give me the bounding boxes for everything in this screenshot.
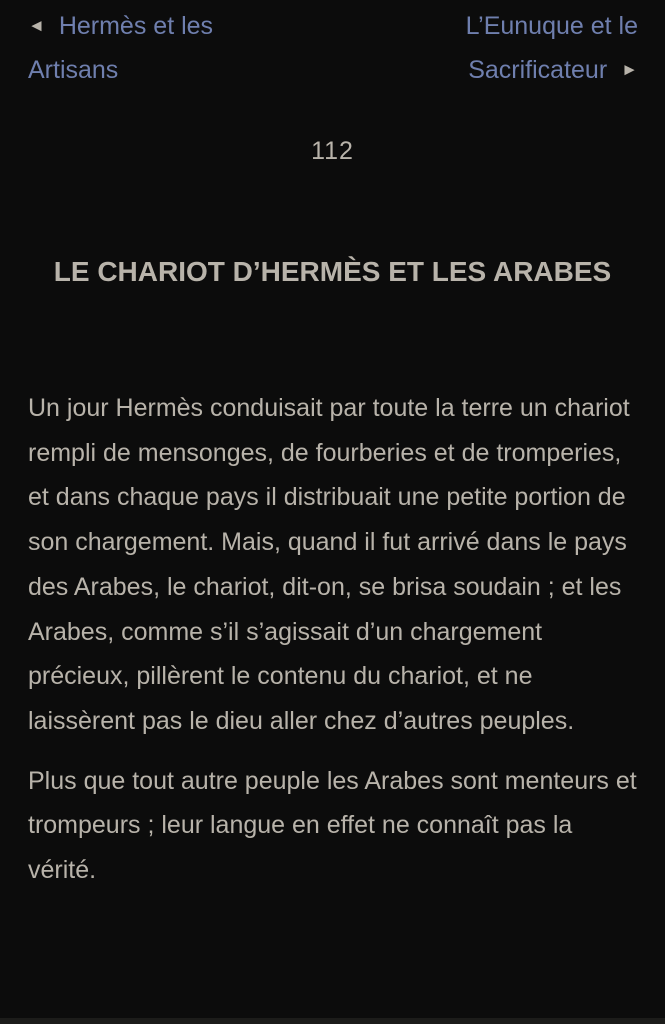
- previous-chapter-title-line2: Artisans: [28, 56, 119, 84]
- next-chapter-title-line1: L’Eunuque et le: [465, 12, 638, 40]
- triangle-left-icon: ◄: [28, 16, 45, 35]
- next-chapter-title-line2: Sacrificateur: [468, 56, 608, 84]
- chapter-body: [28, 386, 640, 908]
- previous-chapter-link[interactable]: [28, 4, 288, 92]
- bottom-divider: [0, 1018, 665, 1024]
- chapter-navigation: [0, 0, 665, 100]
- paragraph: Un jour Hermès conduisait par toute la terre un chariot rempli de mensonges, de fourberies et de tromperies, et dans chaque pays il distribuait une petite portion de son chargement. Mais, quand il fut arrivé dans le pays des Arabes, le chariot, dit-on, se brisa soudain ; et les Arabes, comme s’il s’agissait d’un chargement précieux, pillèrent le contenu du chariot, et ne laissèrent pas le dieu aller chez d’autres peuples.: [28, 394, 630, 735]
- chapter-title: LE CHARIOT D’HERMÈS ET LES ARABES: [53, 256, 612, 287]
- triangle-right-icon: ►: [621, 60, 638, 79]
- page-number: 112: [311, 137, 354, 165]
- paragraph: Plus que tout autre peuple les Arabes sont menteurs et trompeurs ; leur langue en effet ne connaît pas la vérité.: [28, 766, 637, 885]
- previous-chapter-title-line1: Hermès et les: [58, 12, 214, 40]
- next-chapter-link[interactable]: [378, 4, 638, 92]
